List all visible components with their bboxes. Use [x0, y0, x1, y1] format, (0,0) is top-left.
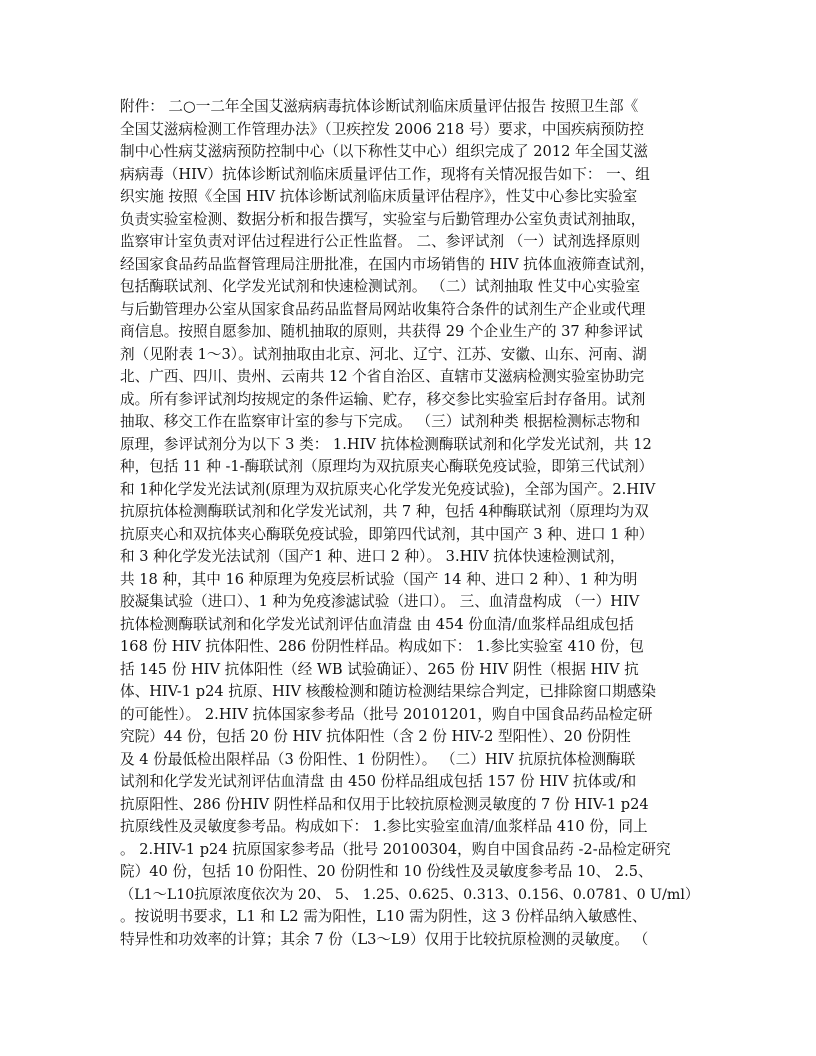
- text-line: 商信息。按照自愿参加、随机抽取的原则，共获得 29 个企业生产的 37 种参评试: [120, 323, 643, 340]
- text-line: 与后勤管理办公室从国家食品药品监督局网站收集符合条件的试剂生产企业或代理: [120, 300, 646, 318]
- text-line: 共 18 种，其中 16 种原理为免疫层析试验（国产 14 种、进口 2 种）、1 种为明: [120, 570, 638, 588]
- text-line: 剂（见附表 1～3）。试剂抽取由北京、河北、辽宁、江苏、安徽、山东、河南、湖: [120, 345, 647, 363]
- text-line: 原理，参评试剂分为以下 3 类： 1.HIV 抗体检测酶联试剂和化学发光试剂，共 12: [120, 435, 652, 453]
- text-line: 的可能性）。 2.HIV 抗体国家参考品（批号 20101201，购自中国食品药品检定研: [120, 705, 653, 723]
- text-line: 试剂和化学发光试剂评估血清盘 由 450 份样品组成包括 157 份 HIV 抗体或/和: [120, 773, 637, 790]
- text-line: 制中心性病艾滋病预防控制中心（以下称性艾中心）组织完成了 2012 年全国艾滋: [120, 143, 649, 160]
- text-line: 成。所有参评试剂均按规定的条件运输、贮存，移交参比实验室后封存备用。试剂: [120, 390, 646, 408]
- text-line: 抗体检测酶联试剂和化学发光试剂评估血清盘 由 454 份血清/血浆样品组成包括: [120, 615, 634, 633]
- text-line: 病病毒（HIV）抗体诊断试剂临床质量评估工作，现将有关情况报告如下： 一、组: [120, 165, 650, 183]
- text-line: 究院）44 份，包括 20 份 HIV 抗体阳性（含 2 份 HIV-2 型阳性）、20 份阴性: [120, 728, 631, 745]
- text-line: 。 2.HIV-1 p24 抗原国家参考品（批号 20100304，购自中国食品药 -2-品检定研究: [120, 840, 671, 858]
- text-line: 和 3 种化学发光法试剂（国产1 种、进口 2 种）。 3.HIV 抗体快速检测试剂，: [120, 548, 625, 565]
- text-line: 抗原夹心和双抗体夹心酶联免疫试验，即第四代试剂，其中国产 3 种、进口 1 种）: [120, 525, 654, 543]
- text-line: 抗原阳性、286 份HIV 阴性样品和仅用于比较抗原检测灵敏度的 7 份 HIV-1 p24: [120, 795, 649, 813]
- text-line: 院）40 份，包括 10 份阳性、20 份阴性和 10 份线性及灵敏度参考品 10、 2.5、: [120, 863, 653, 880]
- text-line: 抽取、移交工作在监察审计室的参与下完成。 （三）试剂种类 根据检测标志物和: [120, 413, 641, 430]
- text-line: 种，包括 11 种 -1-酶联试剂（原理均为双抗原夹心酶联免疫试验，即第三代试剂）: [120, 458, 654, 475]
- text-line: 包括酶联试剂、化学发光试剂和快速检测试剂。 （二）试剂抽取 性艾中心实验室: [120, 278, 641, 295]
- text-line: 括 145 份 HIV 抗体阳性（经 WB 试验确证）、265 份 HIV 阴性（根据 HIV 抗: [120, 660, 639, 678]
- text-line: 及 4 份最低检出限样品（3 份阳性、1 份阴性）。 （二）HIV 抗原抗体检测酶联: [120, 750, 636, 768]
- text-line: 体、HIV-1 p24 抗原、HIV 核酸检测和随访检测结果综合判定，已排除窗口期感染: [120, 683, 656, 700]
- text-line: 经国家食品药品监督管理局注册批准，在国内市场销售的 HIV 抗体血液筛查试剂，: [120, 255, 655, 273]
- text-line: 北、广西、四川、贵州、云南共 12 个省自治区、直辖市艾滋病检测实验室协助完: [120, 368, 645, 385]
- text-line: 和 1种化学发光法试剂(原理为双抗原夹心化学发光免疫试验)，全部为国产。2.HIV: [120, 480, 656, 498]
- text-line: 。按说明书要求，L1 和 L2 需为阳性，L10 需为阴性，这 3 份样品纳入敏感性、: [120, 908, 647, 925]
- text-line: 特异性和功效率的计算；其余 7 份（L3～L9）仅用于比较抗原检测的灵敏度。 （: [120, 930, 649, 948]
- text-line: 168 份 HIV 抗体阳性、286 份阴性样品。构成如下： 1.参比实验室 410 份，包: [120, 638, 644, 655]
- text-line: 全国艾滋病检测工作管理办法》（卫疾控发 2006 218 号）要求，中国疾病预防控: [120, 120, 645, 138]
- text-line: 监察审计室负责对评估过程进行公正性监督。 二、参评试剂 （一）试剂选择原则: [120, 233, 641, 250]
- text-line: 胶凝集试验（进口）、1 种为免疫渗滤试验（进口）。 三、血清盘构成 （一）HIV: [120, 593, 640, 610]
- text-line: 织实施 按照《全国 HIV 抗体诊断试剂临床质量评估程序》，性艾中心参比实验室: [120, 188, 638, 205]
- text-line: （L1～L10抗原浓度依次为 20、 5、 1.25、0.625、0.313、0.156、0.0781、0 U/ml）: [120, 886, 700, 903]
- text-line: 负责实验室检测、数据分析和报告撰写，实验室与后勤管理办公室负责试剂抽取，: [120, 210, 646, 228]
- text-line: 抗原线性及灵敏度参考品。构成如下： 1.参比实验室血清/血浆样品 410 份，同上: [120, 818, 648, 835]
- text-line: 附件： 二○一二年全国艾滋病病毒抗体诊断试剂临床质量评估报告 按照卫生部《: [120, 98, 639, 115]
- report-body: [120, 96, 706, 951]
- text-line: 抗原抗体检测酶联试剂和化学发光试剂，共 7 种，包括 4种酶联试剂（原理均为双: [120, 503, 649, 520]
